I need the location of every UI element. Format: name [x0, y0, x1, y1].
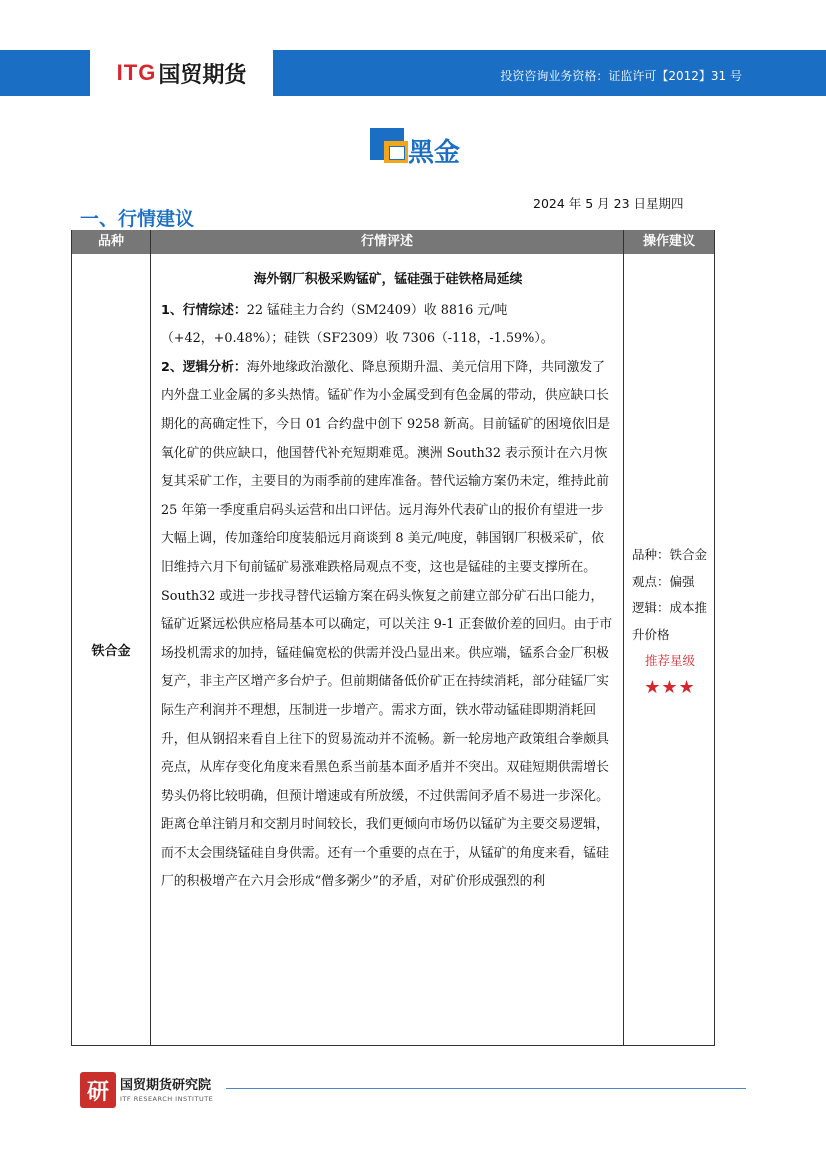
advice-table [71, 230, 715, 1046]
table-header [72, 230, 714, 254]
logic-label: 2、逻辑分析： [161, 359, 247, 375]
variety-cell: 铁合金 [91, 644, 131, 659]
logic-text: 海外地缘政治激化、降息预期升温、美元信用下降，共同激发了内外盘工业金属的多头热情。锰矿作为小金属受到有色金属的带动，供应缺口长期化的高确定性下，今日 01 合约盘中创下 9258 新高。目前锰矿的困境依旧是氧化矿的供应缺口，他国替代补充短期难觅。澳洲 South32 表示预计在六月恢复其采矿工作，主要目的为雨季前的建库准备。替代运输方案仍未定，维持此前 25 年第一季度重启码头运营和出口评估。远月海外代表矿山的报价有望进一步大幅上调，传加蓬给印度装船远月商谈到 8 美元/吨度，韩国钢厂积极采矿，依旧维持六月下旬前锰矿易涨难跌格局观点不变，这也是锰硅的主要支撑所在。South32 或进一步找寻替代运输方案在码头恢复之前建立部分矿石出口能力，锰矿近紧远松供应格局基本可以确定，可以关注 9-1 正套做价差的回归。由于市场投机需求的加持，锰硅偏宽松的供需并没凸显出来。供应端，锰系合金厂积极复产，非主产区增产多台炉子。但前期储备低价矿正在持续消耗，部分硅锰厂实际生产利润并不理想，压制进一步增产。需求方面，铁水带动锰硅即期消耗回升，但从钢招来看自上往下的贸易流动并不流畅。新一轮房地产政策组合拳颇具亮点，从库存变化角度来看黑色系当前基本面矛盾并不突出。双硅短期供需增长势头仍将比较明确，但预计增速或有所放缓，不过供需间矛盾不易进一步深化。距离仓单注销月和交割月时间较长，我们更倾向市场仍以锰矿为主要交易逻辑，而不太会围绕锰硅自身供需。还有一个重要的点在于，从锰矿的角度来看，锰硅厂的积极增产在六月会形成“僧多粥少”的矛盾，对矿价形成强烈的利 [161, 359, 613, 890]
logo-cn: 国贸期货 [158, 61, 247, 87]
license-text: 投资咨询业务资格：证监许可【2012】31 号 [500, 69, 742, 83]
commentary-cell [151, 254, 623, 1045]
overview-text: 22 锰硅主力合约（SM2409）收 8816 元/吨（+42，+0.48%）；硅铁（SF2309）收 7306（-118，-1.59%）。 [161, 302, 554, 347]
footer-divider [226, 1088, 746, 1089]
advice-logic: 逻辑：成本推升价格 [632, 600, 708, 642]
commentary-headline: 海外钢厂积极采购锰矿，锰硅强于硅铁格局延续 [253, 272, 523, 287]
report-date: 2024 年 5 月 23 日星期四 [533, 196, 684, 211]
logo-latin: ITG [116, 60, 157, 85]
title-square-inner [389, 146, 405, 160]
research-logo-icon: 研 [80, 1072, 116, 1108]
advice-cell [624, 254, 714, 1045]
logic-paragraph [161, 354, 615, 897]
company-logo [90, 50, 273, 96]
overview-label: 1、行情综述： [161, 302, 247, 318]
report-title [370, 126, 490, 176]
overview-paragraph [161, 297, 615, 354]
footer-name: 国贸期货研究院 [120, 1078, 212, 1093]
header-commentary: 行情评述 [360, 234, 413, 249]
section-title: 一、行情建议 [80, 208, 195, 230]
advice-view: 观点：偏强 [632, 573, 695, 589]
header-advice: 操作建议 [642, 234, 695, 249]
rating-label: 推荐星级 [644, 653, 695, 668]
header-variety: 品种 [97, 234, 124, 249]
footer-subtitle: ITF RESEARCH INSTITUTE [120, 1095, 214, 1103]
advice-variety: 品种：铁合金 [632, 547, 708, 562]
rating-stars-icon: ★★★ [644, 676, 696, 698]
title-text: 黑金 [408, 138, 461, 168]
